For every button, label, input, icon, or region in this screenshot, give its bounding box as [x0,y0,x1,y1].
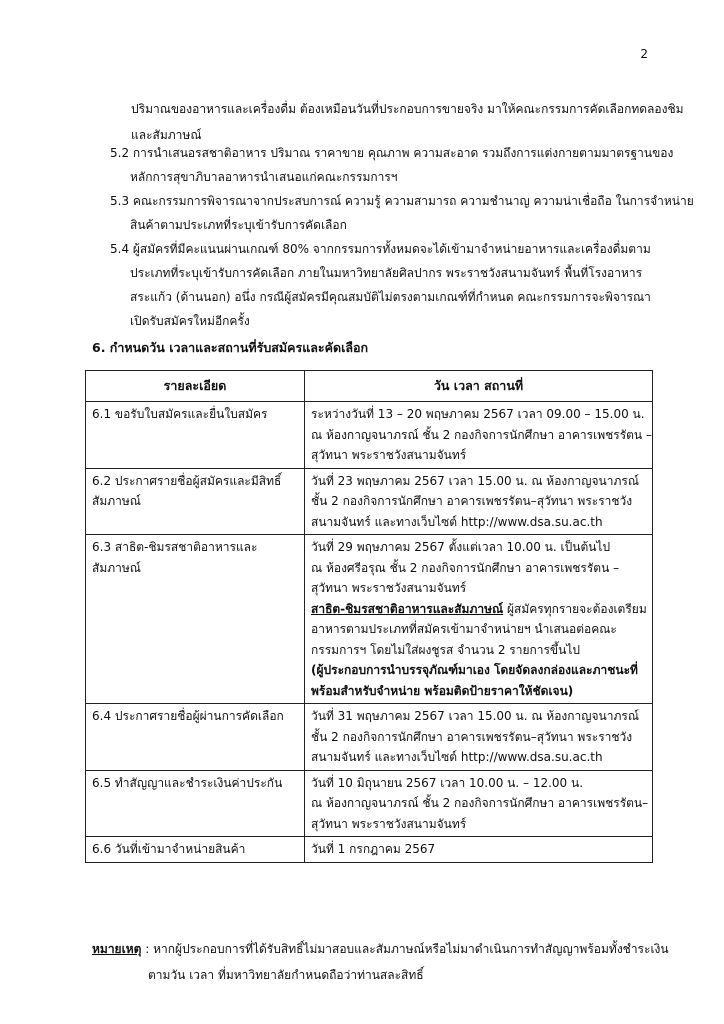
text-line: 5.3 คณะกรรมการพิจารณาจากประสบการณ์ ความรู้ ความสามารถ ความชำนาญ ความน่าเชื่อถือ ในการจำหน่าย [110,194,694,208]
cell-line: สนามจันทร์ และทางเว็บไซต์ http://www.dsa.su.ac.th [311,750,603,764]
table-row [86,535,653,704]
text-line: 5.4 ผู้สมัครที่มีคะแนนผ่านเกณฑ์ 80% จากกรรมการทั้งหมดจะได้เข้ามาจำหน่ายอาหารและเครื่องดื่มตาม [110,242,651,256]
table-row [86,402,653,469]
table-row [86,468,653,535]
cell-line: (ผู้ประกอบการนำบรรจุภัณฑ์มาเอง โดยจัดลงกล่องและภาชนะที่ [311,663,638,677]
list-item-5-2 [110,141,674,189]
criteria-list [110,141,694,333]
detail-cell [86,704,305,771]
cell-line: ระหว่างวันที่ 13 – 20 พฤษภาคม 2567 เวลา 09.00 – 15.00 น. [311,407,645,421]
detail-cell [86,468,305,535]
cell-line: อาหารตามประเภทที่สมัครเข้ามาจำหน่ายฯ นำเสนอต่อคณะ [311,622,617,636]
cell-line: สุวัทนา พระราชวังสนามจันทร์ [311,816,467,831]
text-line: เปิดรับสมัครใหม่อีกครั้ง [130,314,250,328]
schedule-cell [305,704,653,771]
schedule-cell [305,837,653,863]
cell-line: 6.2 ประกาศรายชื่อผู้สมัครและมีสิทธิ์ [92,473,282,488]
page-number: 2 [640,47,648,61]
cell-line: ชั้น 2 กองกิจการนักศึกษา อาคารเพชรรัตน–สุวัทนา พระราชวัง [311,729,633,744]
text-line: หลักการสุขาภิบาลอาหารนำเสนอแก่คณะกรรมการฯ [130,170,398,184]
cell-line: วันที่ 10 มิถุนายน 2567 เวลา 10.00 น. – 12.00 น. [311,775,584,790]
column-header: รายละเอียด [86,371,305,402]
cell-line: 6.5 ทำสัญญาและชำระเงินค่าประกัน [92,775,283,790]
cell-line: 6.3 สาธิต-ชิมรสชาติอาหารและสัมภาษณ์ [92,540,258,575]
schedule-cell [305,770,653,837]
cell-line: 6.6 วันที่เข้ามาจำหน่ายสินค้า [92,842,246,856]
section-heading: 6. กำหนดวัน เวลาและสถานที่รับสมัครและคัดเลือก [92,340,369,355]
detail-cell [86,402,305,469]
cell-line: กรรมการฯ โดยไม่ใส่ผงชูรส จำนวน 2 รายการขึ้นไป [311,642,580,657]
table-row [86,770,653,837]
cell-line: สุวัทนา พระราชวังสนามจันทร์ [311,581,467,595]
cell-line: วันที่ 31 พฤษภาคม 2567 เวลา 15.00 น. ณ ห้องกาญจนาภรณ์ [311,709,639,723]
cell-line: วันที่ 29 พฤษภาคม 2567 ตั้งแต่เวลา 10.00 น. เป็นต้นไป [311,540,611,554]
remark-note [92,936,672,988]
cell-line: 6.4 ประกาศรายชื่อผู้ผ่านการคัดเลือก [92,709,284,723]
text-line: สระแก้ว (ด้านนอก) อนึ่ง กรณีผู้สมัครมีคุณสมบัติไม่ตรงตามเกณฑ์ที่กำหนด คณะกรรมการจะพิจารณา [130,290,651,304]
text-line: สินค้าตามประเภทที่ระบุเข้ารับการคัดเลือก [130,218,347,232]
cell-line: วันที่ 23 พฤษภาคม 2567 เวลา 15.00 น. ณ ห้องกาญจนาภรณ์ [311,473,639,488]
schedule-cell [305,402,653,469]
cell-line: 6.1 ขอรับใบสมัครและยื่นใบสมัคร [92,407,268,421]
note-text: ผู้สมัครทุกรายจะต้องเตรียม [503,601,647,616]
cell-line: ชั้น 2 กองกิจการนักศึกษา อาคารเพชรรัตน–สุวัทนา พระราชวัง [311,494,633,508]
table-header-row [86,371,653,402]
list-item-5-3 [110,189,694,237]
cell-line: ณ ห้องศรีอรุณ ชั้น 2 กองกิจการนักศึกษา อาคารเพชรรัตน – [311,560,620,575]
note-heading: สาธิต-ชิมรสชาติอาหารและสัมภาษณ์ [311,601,504,616]
cell-line: สัมภาษณ์ [92,494,141,508]
cell-line: ณ ห้องกาญจนาภรณ์ ชั้น 2 กองกิจการนักศึกษา อาคารเพชรรัตน– [311,796,649,810]
text-line [92,936,672,962]
table-row [86,704,653,771]
text-line: ประเภทที่ระบุเข้ารับการคัดเลือก ภายในมหาวิทยาลัยศิลปากร พระราชวังสนามจันทร์ พื้นที่โรงอาหาร [130,266,643,280]
text-line: ตามวัน เวลา ที่มหาวิทยาลัยกำหนดถือว่าท่านสละสิทธิ์ [148,968,424,982]
cell-line: สนามจันทร์ และทางเว็บไซต์ http://www.dsa.su.ac.th [311,514,603,529]
cell-line: วันที่ 1 กรกฎาคม 2567 [311,842,436,856]
cell-line: พร้อมสำหรับจำหน่าย พร้อมติดป้ายราคาให้ชัดเจน) [311,683,574,698]
text-line: ปริมาณของอาหารและเครื่องดื่ม ต้องเหมือนวันที่ประกอบการขายจริง มาให้คณะกรรมการคัดเลือกทดลองชิม [131,102,684,116]
text-line: และสัมภาษณ์ [131,128,202,142]
detail-cell [86,770,305,837]
cell-line: ณ ห้องกาญจนาภรณ์ ชั้น 2 กองกิจการนักศึกษา อาคารเพชรรัตน – [311,427,652,442]
schedule-table [85,370,653,863]
list-item-5-4 [110,237,670,333]
schedule-cell [305,468,653,535]
cell-line [311,599,646,620]
table-row [86,837,653,863]
schedule-cell [305,535,653,704]
cell-line: สุวัทนา พระราชวังสนามจันทร์ [311,448,467,462]
text-line: 5.2 การนำเสนอรสชาติอาหาร ปริมาณ ราคาขาย คุณภาพ ความสะอาด รวมถึงการแต่งกายตามมาตรฐานของ [110,146,674,160]
remark-label: หมายเหตุ [92,942,142,956]
remark-text: : หากผู้ประกอบการที่ได้รับสิทธิ์ไม่มาสอบและสัมภาษณ์หรือไม่มาดำเนินการทำสัญญาพร้อมทั้งชำระเงิน [141,942,669,956]
column-header: วัน เวลา สถานที่ [305,371,653,402]
detail-cell [86,837,305,863]
detail-cell [86,535,305,704]
